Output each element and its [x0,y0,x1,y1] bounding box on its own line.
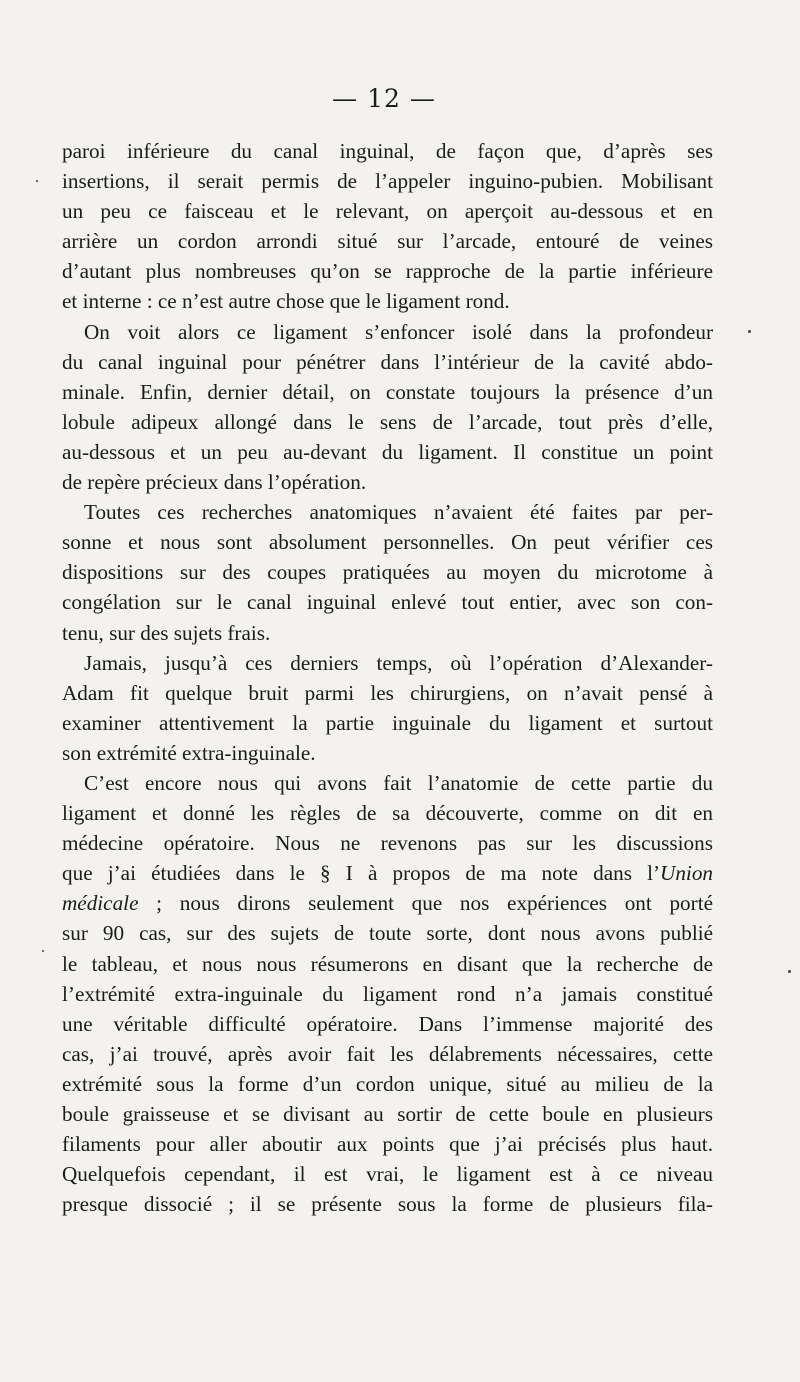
text-line [62,1069,713,1099]
page-speck [42,950,44,952]
text-line-content: lobule adipeux allongé dans le sens de l’arcade, tout près d’elle, [62,409,713,434]
text-line [62,317,713,347]
text-line-content: minale. Enfin, dernier détail, on constate toujours la présence d’un [62,379,713,404]
text-line [62,949,713,979]
text-line-content: On voit alors ce ligament s’enfoncer isolé dans la profondeur [84,319,713,344]
text-line [62,678,713,708]
text-line [62,437,713,467]
text-line [62,768,713,798]
text-line [62,1099,713,1129]
text-line-content: filaments pour aller aboutir aux points que j’ai précisés plus haut. [62,1132,713,1157]
text-line [62,196,713,226]
text-line-content: Toutes ces recherches anatomiques n’avaient été faites par per- [84,500,713,525]
text-line [62,347,713,377]
text-line [62,888,713,918]
text-line-content: dispositions sur des coupes pratiquées au moyen du microtome à [62,560,713,585]
text-line-content: sur 90 cas, sur des sujets de toute sorte, dont nous avons publié [62,921,713,946]
text-line-content: son extrémité extra-inguinale. [62,740,316,765]
text-line-content: l’extrémité extra-inguinale du ligament rond n’a jamais constitué [62,981,713,1006]
text-line [62,648,713,678]
italic-text: Union [660,861,713,886]
text-line-content: examiner attentivement la partie inguinale du ligament et surtout [62,710,713,735]
text-line-content: boule graisseuse et se divisant au sortir de cette boule en plusieurs [62,1102,713,1126]
text-line-content: paroi inférieure du canal inguinal, de façon que, d’après ses [62,139,713,163]
text-line-content: cas, j’ai trouvé, après avoir fait les délabrements nécessaires, cette [62,1041,713,1066]
page-speck [788,970,791,973]
page-speck [748,330,751,333]
text-line-content: C’est encore nous qui avons fait l’anatomie de cette partie du [84,770,713,795]
text-line [62,226,713,256]
page-number: — 12 — [332,84,436,113]
text-line-content: Jamais, jusqu’à ces derniers temps, où l’opération d’Alexander- [84,650,713,675]
text-line-content: extrémité sous la forme d’un cordon unique, situé au milieu de la [62,1071,713,1096]
text-line [62,979,713,1009]
text-line-content: tenu, sur des sujets frais. [62,620,271,645]
text-line [62,587,713,617]
text-line [62,708,713,738]
text-line-content: insertions, il serait permis de l’appeler inguino-pubien. Mobilisant [62,169,713,194]
text-line-content: Quelquefois cependant, il est vrai, le ligament est à ce niveau [62,1162,713,1187]
italic-text: médicale [62,891,139,916]
text-line [62,527,713,557]
text-line [62,377,713,407]
text-line-content: de repère précieux dans l’opération. [62,470,367,495]
text-line-content: Adam fit quelque bruit parmi les chirurgiens, on n’avait pensé à [62,680,713,705]
text-line-content: congélation sur le canal inguinal enlevé tout entier, avec son con- [62,590,713,615]
text-line [62,618,713,648]
text-line-content: médecine opératoire. Nous ne revenons pas sur les discussions [62,831,713,856]
text-line [62,467,713,497]
text-line [62,256,713,286]
text-line [62,557,713,587]
body-text [62,136,713,1219]
text-line [62,1159,713,1189]
text-line [62,497,713,527]
text-line-content: ; nous dirons seulement que nos expériences ont porté [138,891,713,916]
text-line [62,166,713,196]
text-line [62,798,713,828]
text-line-content: le tableau, et nous nous résumerons en disant que la recherche de [62,951,713,976]
text-line-content: presque dissocié ; il se présente sous la forme de plusieurs fila- [62,1192,713,1217]
text-line-content: que j’ai étudiées dans le § I à propos de ma note dans l’ [62,861,661,886]
text-line [62,738,713,768]
page-speck [36,180,38,182]
text-line [62,136,713,166]
text-line-content: arrière un cordon arrondi situé sur l’arcade, entouré de veines [62,229,713,254]
text-line [62,407,713,437]
text-line [62,1129,713,1159]
text-line-content: et interne : ce n’est autre chose que le ligament rond. [62,289,510,314]
text-line [62,828,713,858]
text-line [62,286,713,316]
text-line [62,1039,713,1069]
text-line-content: un peu ce faisceau et le relevant, on aperçoit au-dessous et en [62,199,713,224]
text-line [62,1009,713,1039]
text-line-content: sonne et nous sont absolument personnelles. On peut vérifier ces [62,530,713,555]
text-line-content: au-dessous et un peu au-devant du ligament. Il constitue un point [62,439,713,464]
text-line-content: du canal inguinal pour pénétrer dans l’intérieur de la cavité abdo- [62,349,713,374]
text-line [62,1189,713,1219]
text-line-content: ligament et donné les règles de sa découverte, comme on dit en [62,801,713,826]
text-line [62,918,713,948]
text-line [62,858,713,888]
text-line-content: d’autant plus nombreuses qu’on se rapproche de la partie inférieure [62,259,713,284]
text-line-content: une véritable difficulté opératoire. Dans l’immense majorité des [62,1011,713,1036]
